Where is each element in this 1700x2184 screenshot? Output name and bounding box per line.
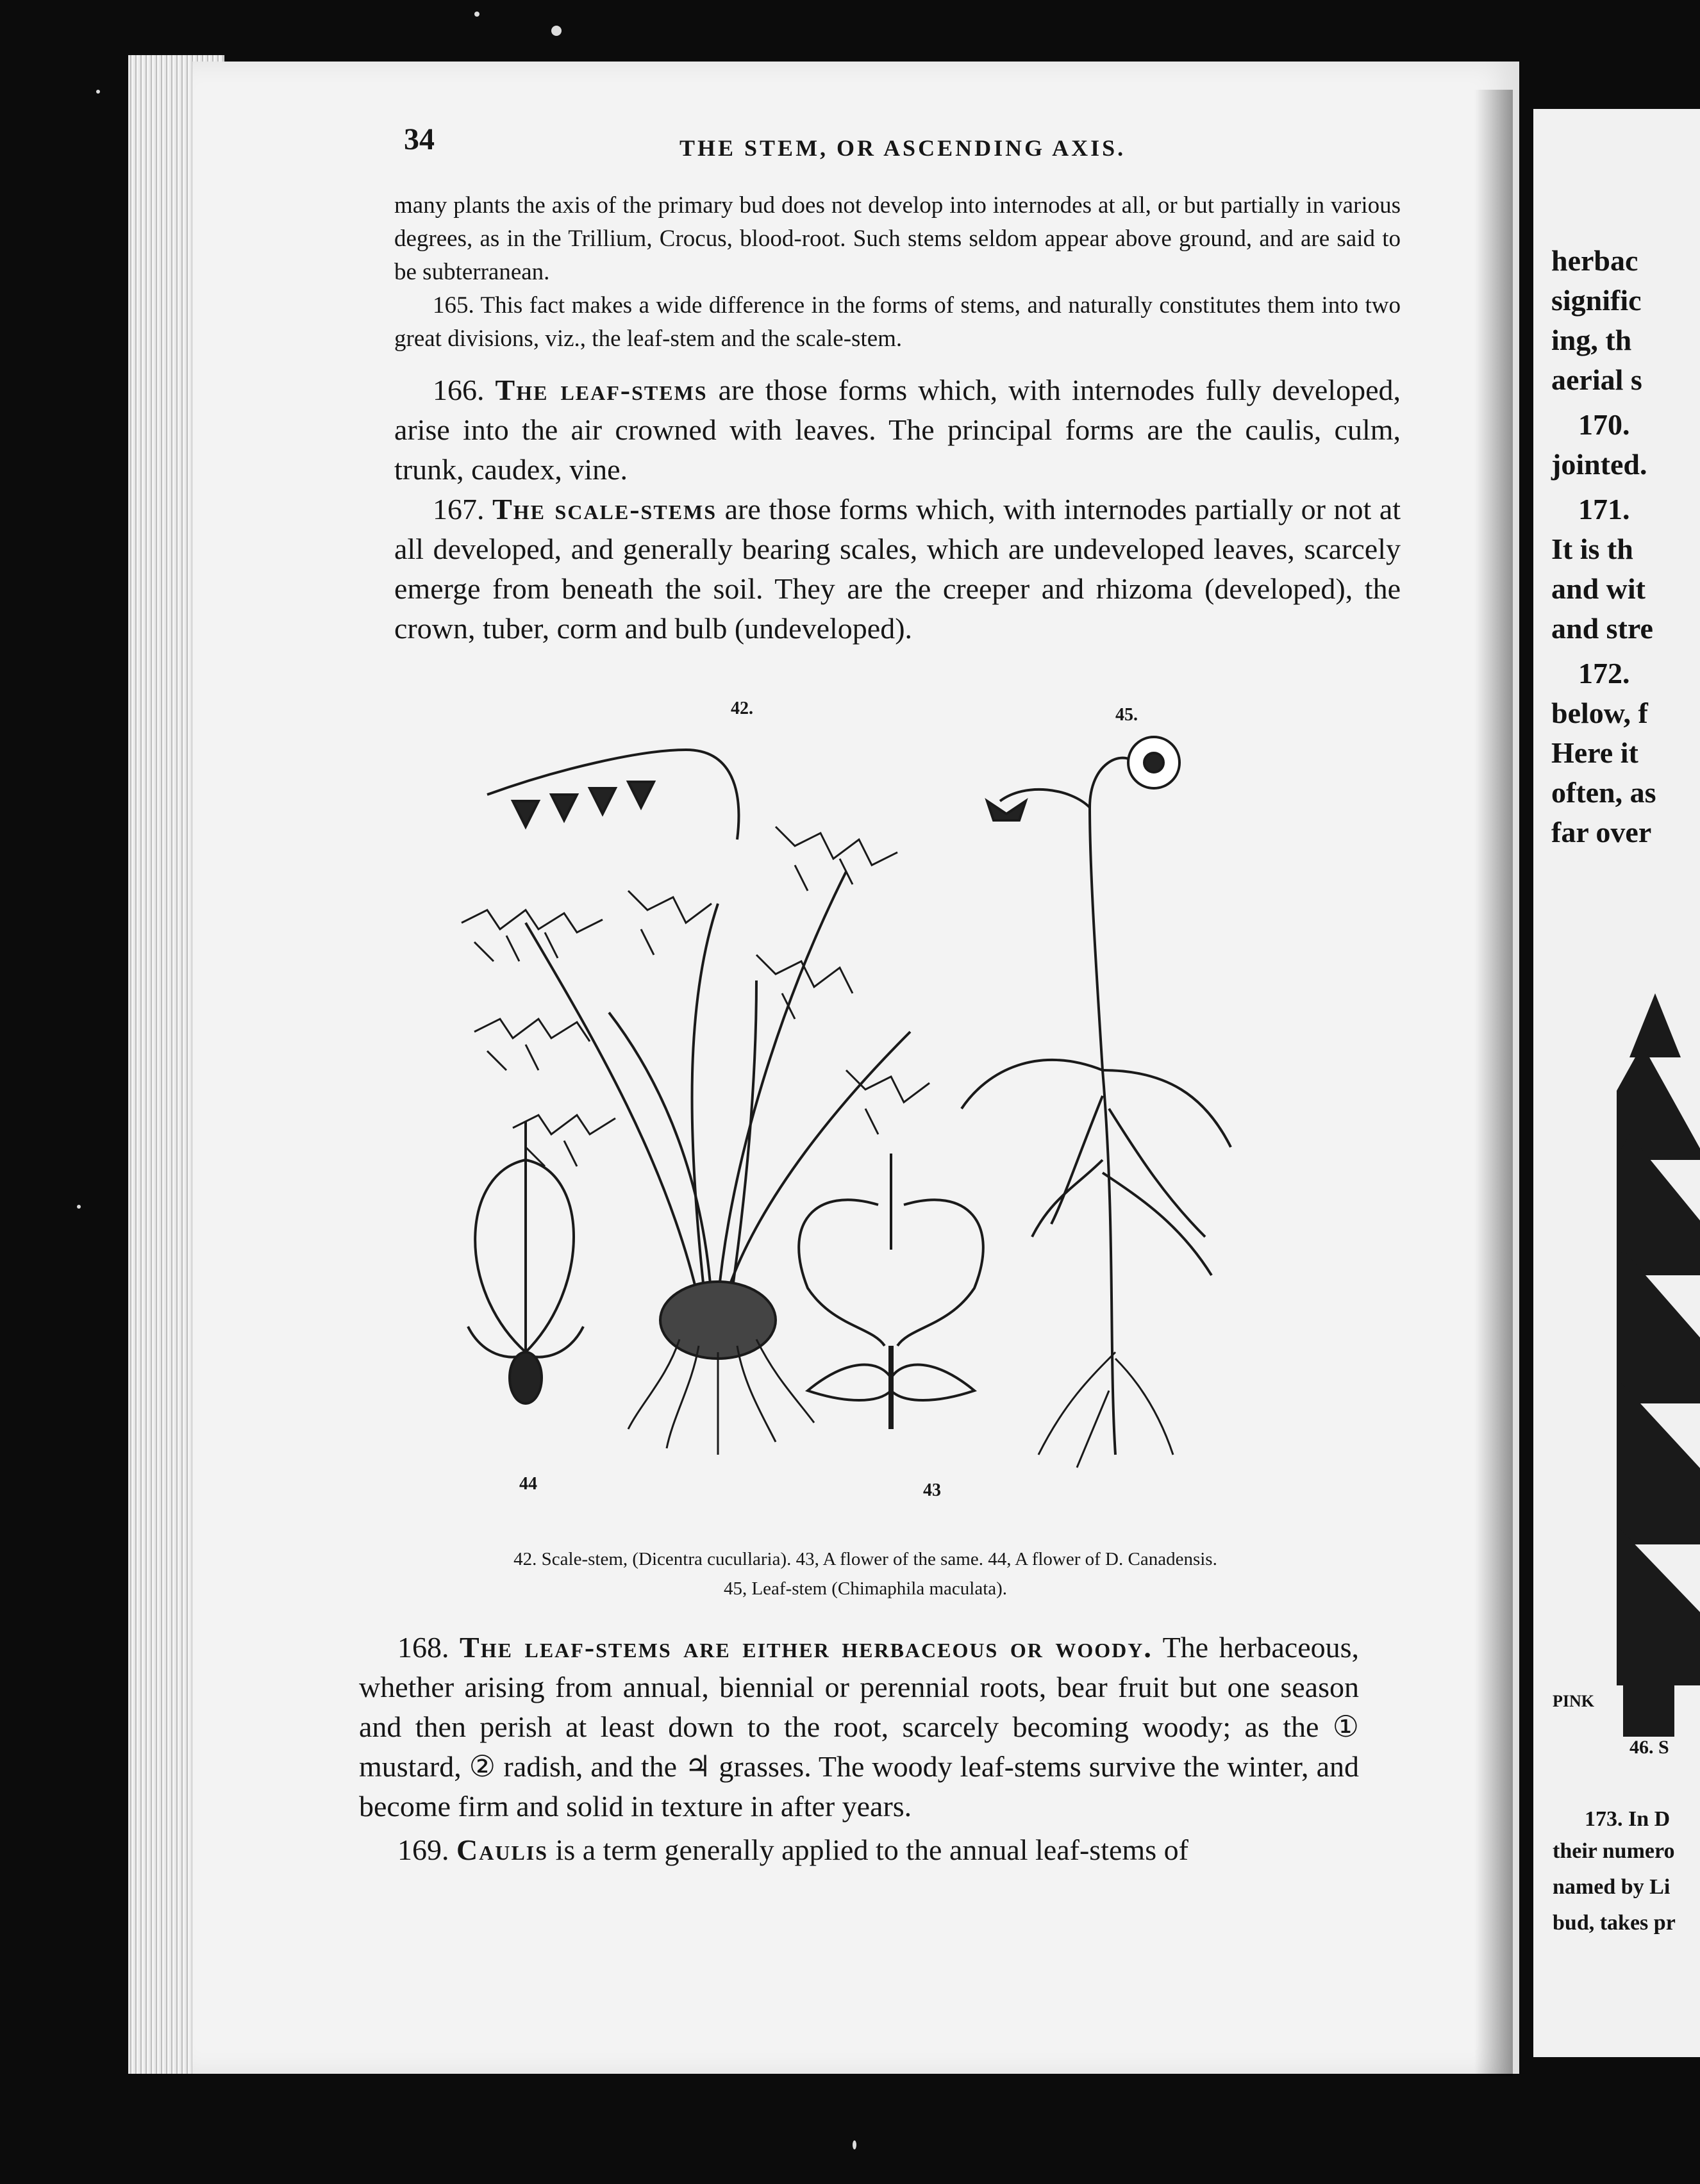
paragraph-169-lead: Caulis — [456, 1833, 549, 1866]
right-line: often, as — [1551, 776, 1656, 809]
paragraph-166-text: are those forms which, with internodes fully developed, arise into the air crowned with leaves. The principal forms are the caulis, culm, trunk, caudex, vine. — [394, 374, 1401, 486]
paragraph-168-number: 168. — [397, 1631, 449, 1664]
right-line: and stre — [1551, 612, 1653, 645]
caption-line-1: 42. Scale-stem, (Dicentra cucullaria). 43, A flower of the same. 44, A flower of D. Canadensis. — [513, 1549, 1217, 1569]
pine-tree-illustration — [1617, 993, 1700, 1782]
page-number: 34 — [404, 122, 435, 156]
right-fig-label: 46. S — [1629, 1737, 1669, 1758]
paragraph-169 — [359, 1830, 1359, 1870]
figure-label-43: 43 — [923, 1480, 941, 1500]
paragraphs-168-169 — [359, 1628, 1359, 1870]
right-line: below, f — [1551, 697, 1648, 729]
right-tree-label: PINK — [1553, 1692, 1594, 1710]
right-bottom-line: named by Li — [1553, 1875, 1671, 1899]
right-line: herbac — [1551, 244, 1638, 277]
figure-caption — [359, 1544, 1372, 1603]
running-title: THE STEM, OR ASCENDING AXIS. — [679, 135, 1126, 161]
right-line: ing, th — [1551, 324, 1632, 356]
right-line: and wit — [1551, 572, 1646, 605]
right-bottom-line: their numero — [1553, 1839, 1675, 1863]
plant-illustrations — [397, 711, 1359, 1480]
right-line: aerial s — [1551, 363, 1642, 396]
paragraph-167-lead: The scale-stems — [492, 493, 717, 525]
right-line: jointed. — [1551, 448, 1647, 481]
right-line: 170. — [1578, 408, 1630, 441]
paragraph-168 — [359, 1628, 1359, 1826]
intro-paragraph — [394, 189, 1401, 356]
paragraph-165: 165. This fact makes a wide difference in the forms of stems, and naturally constitutes them into two great divisions, viz., the leaf-stem and the scale-stem. — [394, 292, 1401, 352]
paragraph-167 — [394, 490, 1401, 649]
right-line: far over — [1551, 816, 1652, 848]
paragraph-166-number: 166. — [433, 374, 485, 406]
right-line: It is th — [1551, 533, 1633, 565]
figure-label-42: 42. — [731, 699, 753, 718]
right-line: Here it — [1551, 736, 1638, 769]
dicentra-flower — [799, 1154, 983, 1429]
right-line: signific — [1551, 284, 1642, 317]
dicentra-canadensis-flower — [468, 1121, 583, 1403]
figure-label-44: 44 — [519, 1474, 537, 1494]
right-bottom-line: bud, takes pr — [1553, 1911, 1676, 1935]
paragraph-169-number: 169. — [397, 1833, 449, 1866]
book-gutter — [1474, 90, 1513, 2076]
paragraph-167-text: are those forms which, with internodes partially or not at all developed, and generally bearing scales, which are undeveloped leaves, scarcely emerge from beneath the soil. They are the creeper and rhizoma (developed), the crown, tuber, corm and bulb (undeveloped). — [394, 493, 1401, 645]
paragraph-167-number: 167. — [433, 493, 485, 525]
right-line: 172. — [1578, 657, 1630, 690]
chimaphila-plant — [962, 737, 1231, 1468]
caption-line-2: 45, Leaf-stem (Chimaphila maculata). — [723, 1578, 1008, 1599]
paragraph-168-text: The herbaceous, whether arising from annual, biennial or perennial roots, bear fruit but one season and then perish at least down to the root, scarcely becoming woody; as the ① mustard, ② radish, and the ♃ grasses. The woody leaf-stems survive the winter, and become firm and solid in texture in after years. — [359, 1631, 1360, 1823]
paragraph-166-lead: The leaf-stems — [495, 374, 708, 406]
right-page — [1533, 109, 1700, 2057]
right-line: 171. — [1578, 493, 1630, 525]
paragraph-168-lead: The leaf-stems are either herbaceous or woody. — [460, 1631, 1153, 1664]
dicentra-plant — [462, 750, 929, 1455]
paragraph-intro: many plants the axis of the primary bud does not develop into internodes at all, or but partially in various degrees, as in the Trillium, Crocus, blood-root. Such stems seldom appear above ground, and are said to be subterranean. — [394, 192, 1401, 285]
right-bottom-line: 173. In D — [1585, 1807, 1671, 1831]
figure-label-45: 45. — [1115, 705, 1138, 725]
paragraphs-166-167 — [394, 370, 1401, 649]
botanical-figure — [397, 699, 1359, 1519]
paragraph-166 — [394, 370, 1401, 490]
paragraph-169-text: is a term generally applied to the annual leaf-stems of — [555, 1833, 1188, 1866]
